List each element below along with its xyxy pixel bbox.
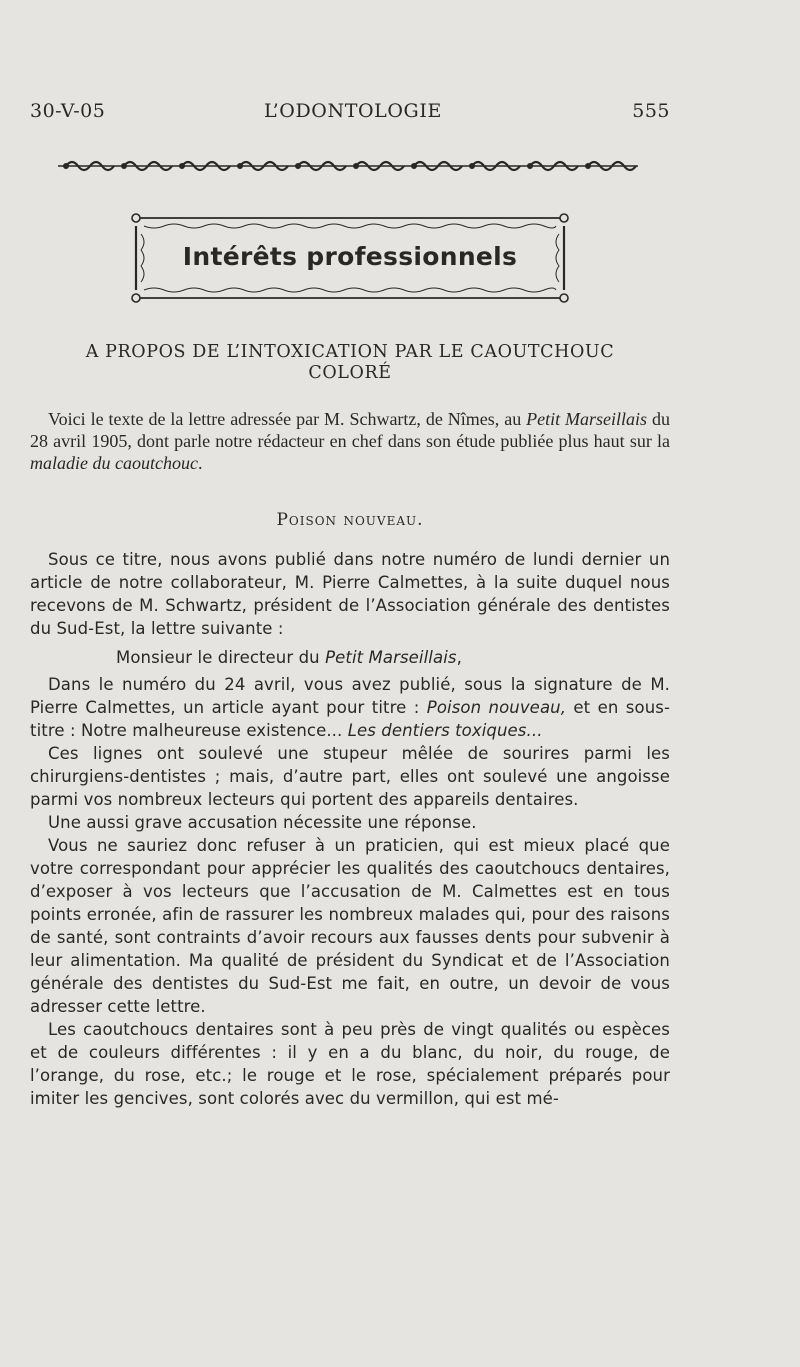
issue-date: 30-V-05: [30, 100, 106, 122]
journal-name: L’ODONTOLOGIE: [264, 100, 442, 122]
letter-salutation: [30, 646, 670, 669]
cited-article-title: Poison nouveau,: [426, 698, 567, 717]
cited-article-subtitle: Les dentiers toxiques...: [347, 721, 543, 740]
section-banner: [130, 212, 570, 304]
study-title: maladie du caoutchouc: [30, 453, 198, 473]
intro-text-2: du 28 avril 1905, dont parle notre rédacteur en chef dans son étude publiée plus haut sur la: [30, 409, 670, 451]
body-paragraph-6: Les caoutchoucs dentaires sont à peu près de vingt qualités ou espèces et de couleurs différentes : il y en a du blanc, du noir, du rouge, de l’orange, du rose, etc.; le rouge et le rose, spécialement préparés pour imiter les gencives, sont colorés avec du vermillon, qui est mé-: [30, 1020, 670, 1108]
intro-text-3: .: [197, 453, 203, 473]
body-paragraph-2: [30, 673, 670, 742]
article-body: [30, 548, 670, 1110]
intro-text-1: Voici le texte de la lettre adressée par M. Schwartz, de Nîmes, au: [48, 409, 527, 429]
body-paragraph-1: Sous ce titre, nous avons publié dans notre numéro de lundi dernier un article de notre collaborateur, M. Pierre Calmettes, à la suite duquel nous recevons de M. Schwartz, président de l’Association générale des dentistes du Sud-Est, la lettre suivante :: [30, 550, 670, 638]
body-paragraph-5: Vous ne sauriez donc refuser à un praticien, qui est mieux placé que votre correspondant pour apprécier les qualités des caoutchoucs dentaires, d’exposer à vos lecteurs que l’accusation de M. Calmettes est en tous points erronée, afin de rassurer les nombreux malades qui, pour des raisons de santé, sont contraints d’avoir recours aux fausses dents pour subvenir à leur alimentation. Ma qualité de président du Syndicat et de l’Association générale des dentistes du Sud-Est me fait, en outre, un devoir de vous adresser cette lettre.: [30, 836, 670, 1016]
paragraph-2-text-1: Dans le numéro du 24 avril, vous avez publié, sous la signature de M. Pierre Calmettes, un article ayant pour titre :: [30, 675, 670, 717]
body-paragraph-3: Ces lignes ont soulevé une stupeur mêlée de sourires parmi les chirurgiens-dentistes ; mais, d’autre part, elles ont soulevé une angoisse parmi vos nombreux lecteurs qui portent des appareils dentaires.: [30, 744, 670, 809]
intro-paragraph: [30, 408, 670, 474]
salutation-suffix: ,: [456, 648, 462, 667]
newspaper-name: Petit Marseillais: [526, 409, 648, 429]
page-number: 555: [632, 100, 670, 122]
subheading-text: Poison nouveau.: [276, 510, 424, 530]
section-title: Intérêts professionnels: [182, 242, 518, 271]
salutation-prefix: Monsieur le directeur du: [116, 648, 326, 667]
salutation-newspaper: Petit Marseillais: [325, 648, 457, 667]
decorative-ornament-row: [58, 154, 638, 178]
article-title: [30, 342, 670, 384]
body-paragraph-4: Une aussi grave accusation nécessite une réponse.: [48, 813, 477, 832]
running-head: [30, 100, 670, 130]
paragraph-2-text-2: et en sous-titre : Notre malheureuse existence...: [30, 698, 670, 740]
article-title-line-2: COLORÉ: [308, 363, 392, 383]
subheading: [30, 510, 670, 530]
article-title-line-1: A PROPOS DE L’INTOXICATION PAR LE CAOUTCHOUC: [85, 342, 615, 362]
